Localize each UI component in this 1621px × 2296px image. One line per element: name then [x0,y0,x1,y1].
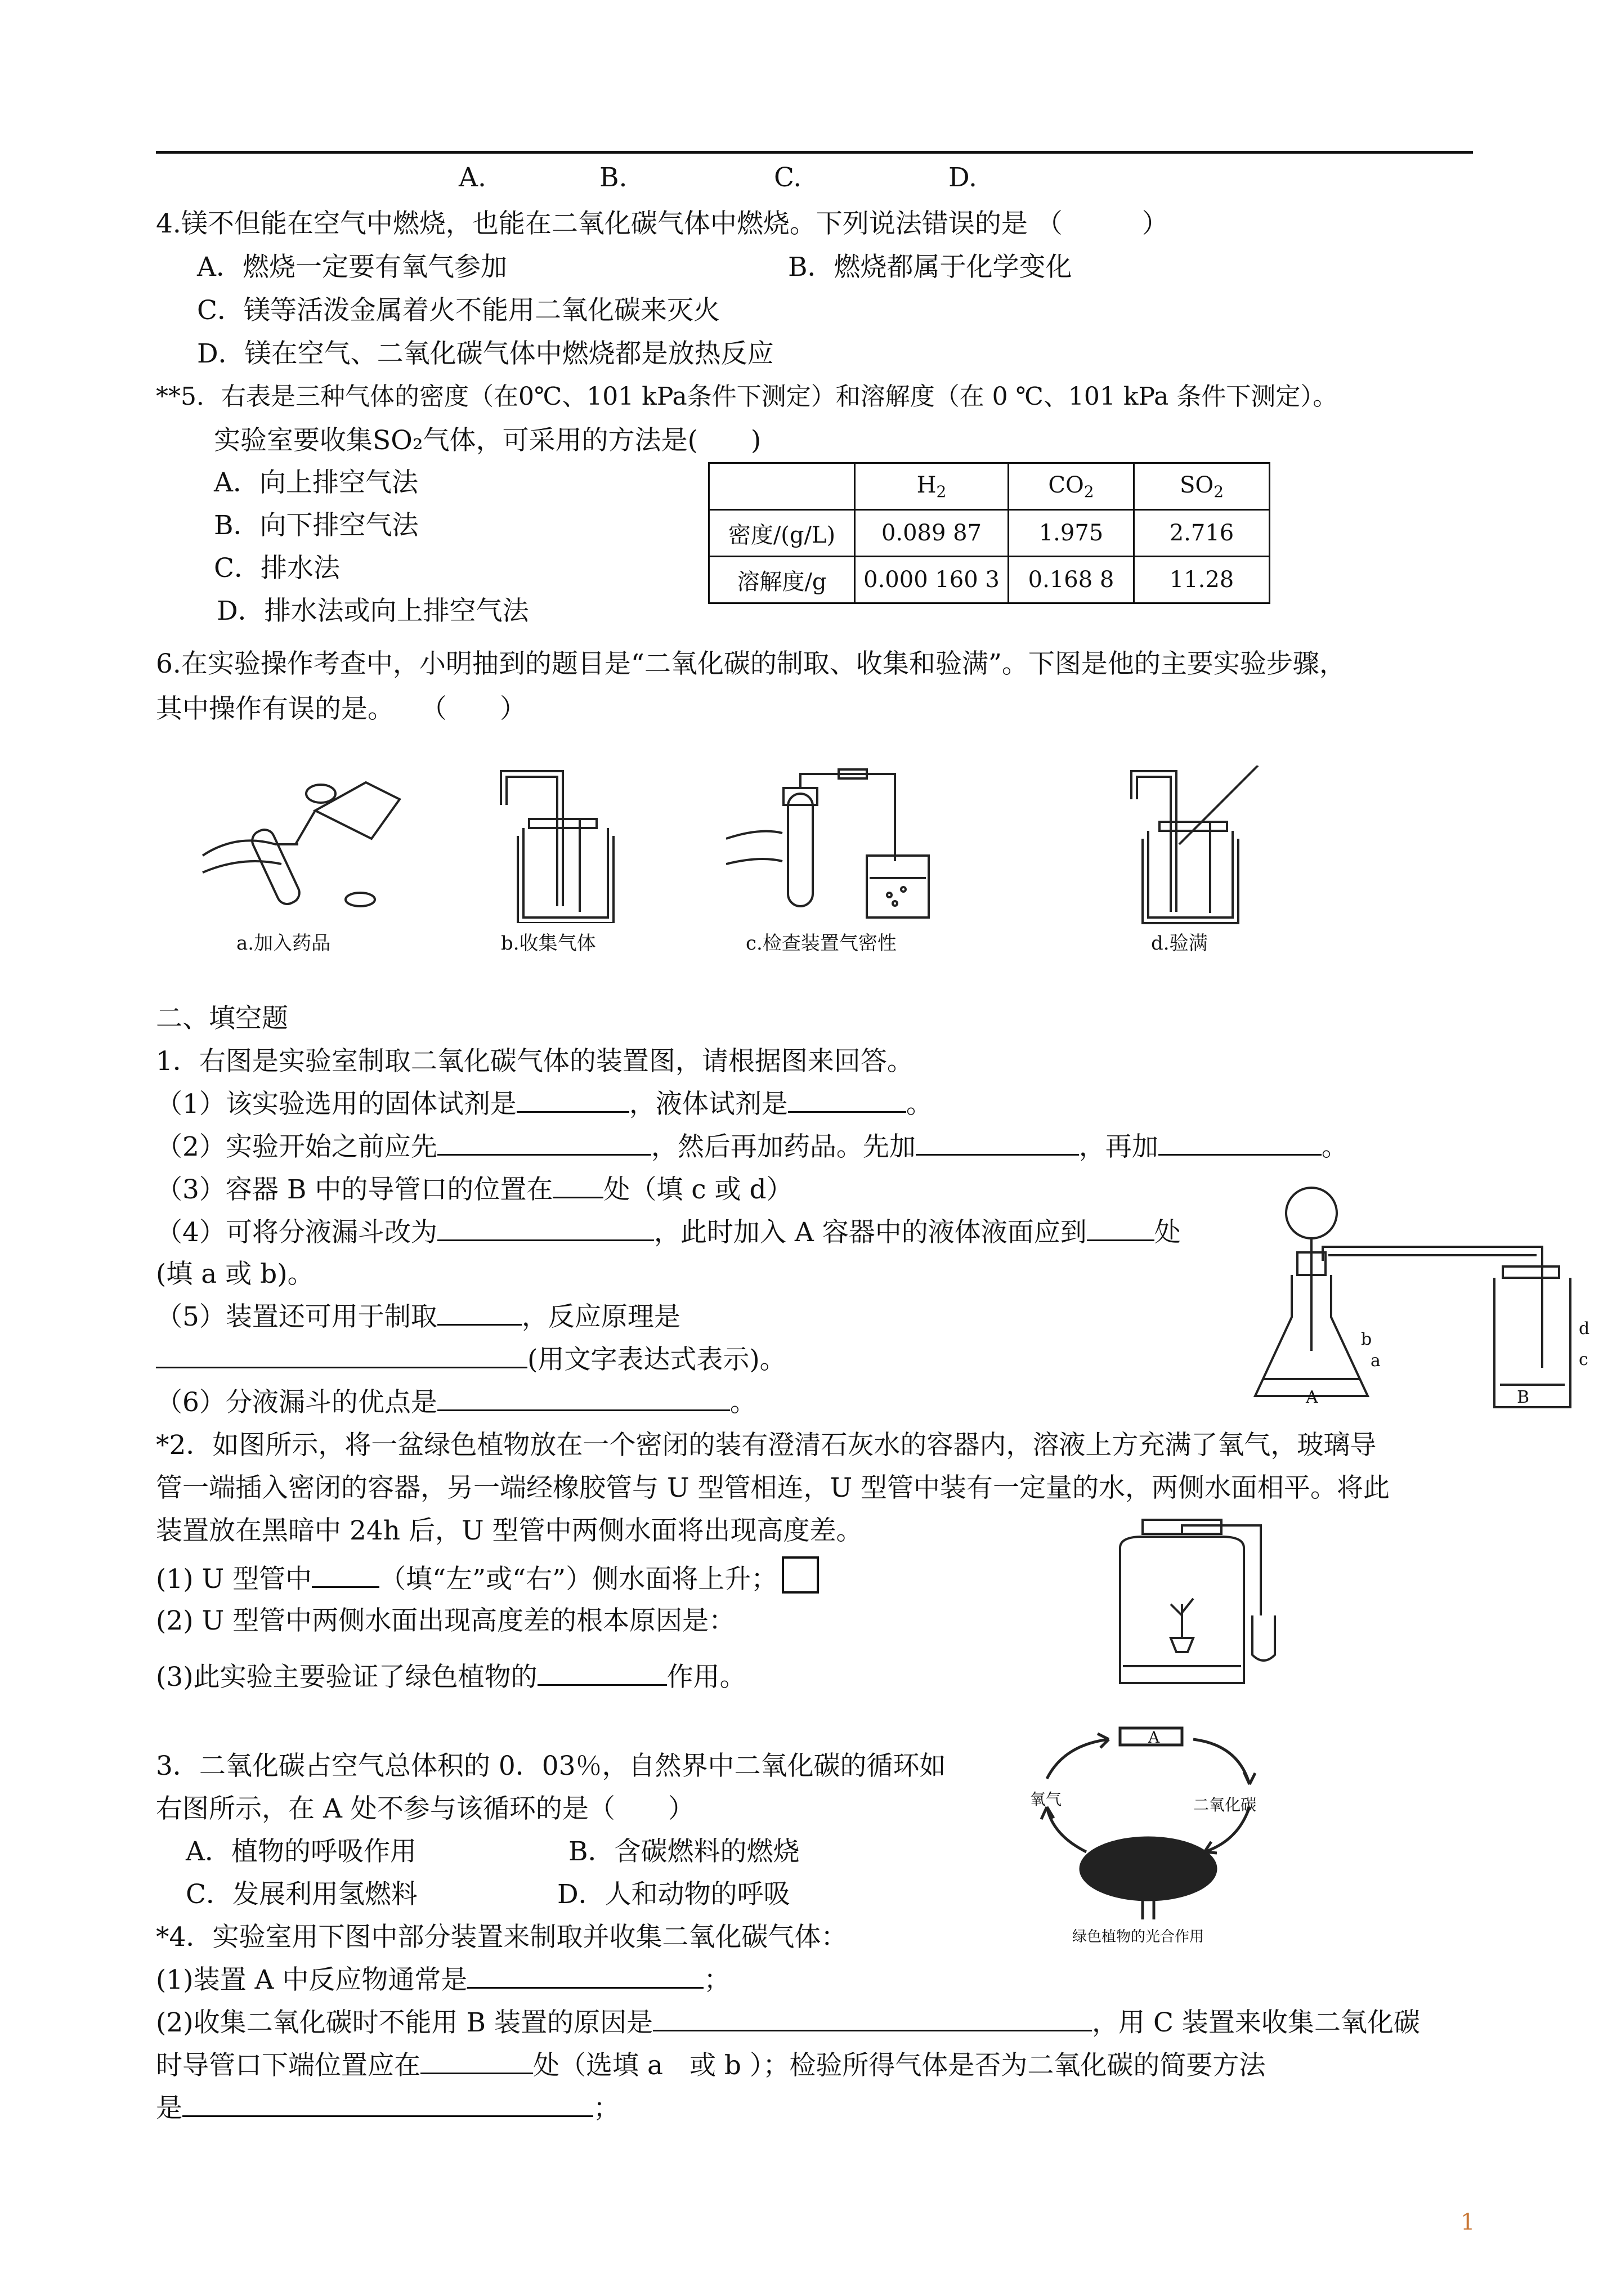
caption-collect-gas: b.收集气体 [501,932,596,955]
table-cell: 0.089 87 [855,510,1009,557]
s2q1-part4-cont: (填 a 或 b)。 [156,1259,314,1290]
table-cell: 0.000 160 3 [855,557,1009,603]
top-rule [156,151,1473,154]
figure-collect-gas [495,766,625,923]
text: 作用。 [666,1662,746,1693]
table-cell: 溶解度/g [709,557,855,603]
page-number: 1 [1461,2209,1475,2235]
s2q3-option-b: B．含碳燃料的燃烧 [568,1836,800,1867]
text: ，液体试剂是 [629,1089,788,1120]
fig-label-a: a [1371,1351,1381,1371]
text: （1）该实验选用的固体试剂是 [156,1089,517,1120]
answer-blank[interactable] [517,1085,629,1113]
s2q2-part2: (2) U 型管中两侧水面出现高度差的根本原因是： [156,1605,736,1636]
q4-option-a: A．燃烧一定要有氧气参加 [197,252,507,283]
table-cell: 密度/(g/L) [709,510,855,557]
option-b-label: B. [599,162,628,193]
s2q2-part1 [156,1556,819,1596]
answer-blank[interactable] [420,2046,533,2074]
text: 是 [156,2093,182,2124]
answer-blank[interactable] [1158,1127,1322,1156]
s2q1-part5-cont [156,1339,786,1376]
table-row [709,510,1270,557]
q4-option-d: D．镁在空气、二氧化碳气体中燃烧都是放热反应 [197,338,774,369]
text: ； [593,2093,620,2124]
answer-blank[interactable] [156,1340,527,1368]
s2q3-option-d: D．人和动物的呼吸 [557,1879,790,1910]
answer-blank[interactable] [437,1383,730,1411]
cycle-label-co2: 二氧化碳 [1193,1796,1257,1814]
s2q1-part4 [156,1211,1181,1249]
text: 处 [1154,1217,1181,1248]
answer-blank[interactable] [182,2089,593,2117]
text: 。 [729,1387,756,1418]
text: ； [704,1964,731,1995]
fig-label-c: c [1579,1350,1588,1369]
q5-stem-line2: 实验室要收集SO₂气体，可采用的方法是( ) [214,425,762,456]
s2q4-stem: *4．实验室用下图中部分装置来制取并收集二氧化碳气体： [156,1922,848,1953]
text: 。 [1321,1131,1348,1162]
s2q1-part5 [156,1296,680,1333]
option-c-label: C. [774,162,802,193]
figure-test-full [1126,766,1272,929]
text: （填“左”或“右”）侧水面将上升； [379,1564,778,1595]
text: ，然后再加药品。先加 [651,1131,916,1162]
s2q1-stem: 1．右图是实验室制取二氧化碳气体的装置图，请根据图来回答。 [156,1046,914,1077]
table-header-co2: $CO_2$ [1009,463,1134,510]
answer-blank[interactable] [437,1297,522,1326]
answer-blank[interactable] [437,1127,651,1156]
answer-blank[interactable] [437,1213,654,1241]
text: (1)装置 A 中反应物通常是 [156,1964,468,1995]
q6-stem-line1: 6.在实验操作考查中，小明抽到的题目是“二氧化碳的制取、收集和验满”。下图是他的主要实验步骤， [156,648,1346,679]
q4-option-c: C．镁等活泼金属着火不能用二氧化碳来灭火 [197,295,720,326]
s2q3-stem-line1: 3．二氧化碳占空气总体积的 0．03％，自然界中二氧化碳的循环如 [156,1751,946,1782]
s2q2-part3 [156,1656,746,1694]
caption-test-full: d.验满 [1151,932,1208,955]
s2q1-part6 [156,1381,756,1419]
answer-blank[interactable] [538,1658,667,1686]
q5-option-d: D．排水法或向上排空气法 [217,596,529,626]
option-d-label: D. [948,162,977,193]
s2q1-part2 [156,1126,1348,1163]
q6-stem-line2: 其中操作有误的是。 （ ） [156,693,526,724]
q4-stem: 4.镁不但能在空气中燃烧，也能在二氧化碳气体中燃烧。下列说法错误的是 （ ） [156,208,1168,239]
text: （5）装置还可用于制取 [156,1301,437,1332]
answer-blank[interactable] [467,1961,704,1989]
figure-carbon-cycle [1013,1722,1283,1936]
s2q4-part1 [156,1959,730,1997]
answer-box[interactable] [782,1556,819,1594]
text: （4）可将分液漏斗改为 [156,1217,437,1248]
answer-blank[interactable] [788,1085,906,1113]
text: ，用 C 装置来收集二氧化碳 [1092,2007,1420,2038]
answer-blank[interactable] [1087,1213,1154,1241]
s2q4-part2 [156,2002,1420,2039]
table-cell: 0.168 8 [1009,557,1134,603]
q5-option-b: B．向下排空气法 [214,510,419,541]
table-cell: 11.28 [1134,557,1270,603]
text: （2）实验开始之前应先 [156,1131,437,1162]
table-row [709,557,1270,603]
table-header-h2: $H_2$ [855,463,1009,510]
text: ，再加 [1078,1131,1158,1162]
answer-blank[interactable] [653,2003,1092,2031]
fig-label-B: B [1517,1388,1530,1407]
s2q1-part1 [156,1083,933,1121]
table-header-so2: $SO_2$ [1134,463,1270,510]
figure-co2-apparatus [1238,1182,1598,1418]
q5-stem-line1: **5．右表是三种气体的密度（在0℃、101 kPa条件下测定）和溶解度（在 0 ℃、101 kPa 条件下测定）。 [156,382,1338,411]
caption-add-reagent: a.加入药品 [236,932,331,955]
table-header-row [709,463,1270,510]
figure-check-airtightness [726,766,951,929]
fig-label-d: d [1579,1319,1590,1339]
s2q4-part2-cont [156,2044,1265,2082]
text: (1) U 型管中 [156,1564,312,1595]
table-cell: 2.716 [1134,510,1270,557]
text: （3）容器 B 中的导管口的位置在 [156,1174,553,1205]
s2q4-part2-end [156,2087,620,2125]
figure-add-reagent [186,760,422,946]
answer-blank[interactable] [553,1170,603,1198]
gas-property-table [708,462,1270,604]
s2q3-option-a: A．植物的呼吸作用 [186,1836,417,1867]
q5-option-c: C．排水法 [214,553,340,584]
table-corner-cell [709,463,855,510]
q4-option-b: B．燃烧都属于化学变化 [788,252,1072,283]
text: ，反应原理是 [521,1301,680,1332]
s2q2-stem-line1: *2．如图所示，将一盆绿色植物放在一个密闭的装有澄清石灰水的容器内，溶液上方充满了氧气，玻璃导 [156,1430,1377,1461]
s2q3-option-c: C．发展利用氢燃料 [186,1879,418,1910]
option-a-label: A. [459,162,486,193]
text: 时导管口下端位置应在 [156,2050,420,2081]
text: 。 [906,1089,933,1120]
cycle-label-oxygen: 氧气 [1030,1790,1062,1809]
table-cell: 1.975 [1009,510,1134,557]
s2q1-part3 [156,1169,793,1206]
q5-option-a: A．向上排空气法 [214,467,418,498]
cycle-label-photosynthesis: 绿色植物的光合作用 [1072,1928,1204,1945]
text: ，此时加入 A 容器中的液体液面应到 [653,1217,1087,1248]
text: （6）分液漏斗的优点是 [156,1387,437,1418]
section-title: 二、填空题 [156,1003,288,1034]
s2q3-stem-line2: 右图所示，在 A 处不参与该循环的是（ ） [156,1793,695,1824]
figure-sealed-plant-jar [1109,1514,1295,1694]
answer-blank[interactable] [312,1560,379,1588]
fig-label-A: A [1306,1388,1318,1407]
cycle-label-A: A [1148,1728,1160,1747]
s2q2-stem-line2: 管一端插入密闭的容器，另一端经橡胶管与 U 型管相连，U 型管中装有一定量的水，两侧水面相平。将此 [156,1473,1390,1503]
text: (3)此实验主要验证了绿色植物的 [156,1662,538,1693]
text: (用文字表达式表示)。 [527,1344,786,1375]
text: 处（填 c 或 d） [603,1174,793,1205]
text: 处（选填 a 或 b ）；检验所得气体是否为二氧化碳的简要方法 [533,2050,1266,2081]
s2q2-stem-line3: 装置放在黑暗中 24h 后，U 型管中两侧水面将出现高度差。 [156,1515,863,1546]
answer-blank[interactable] [916,1127,1079,1156]
text: (2)收集二氧化碳时不能用 B 装置的原因是 [156,2007,653,2038]
fig-label-b: b [1361,1330,1372,1349]
caption-check-airtightness: c.检查装置气密性 [746,932,897,955]
